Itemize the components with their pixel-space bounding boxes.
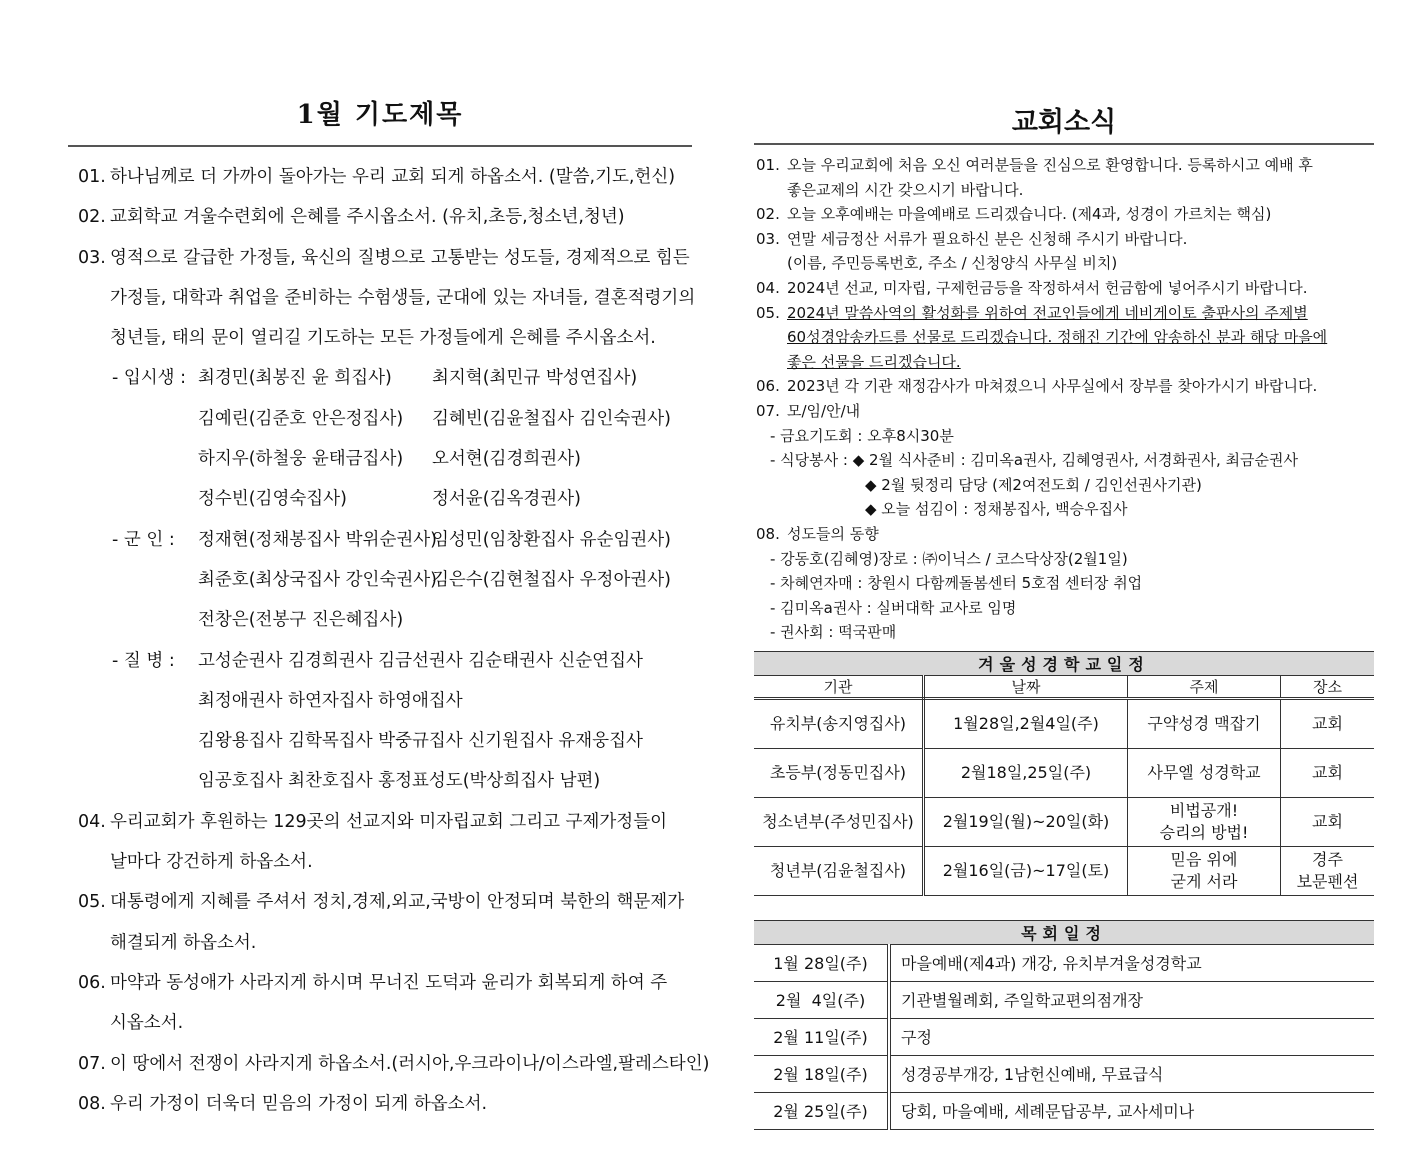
news-07-sub: ◆ 2월 뒷정리 담당 (제2여전도회 / 김인선권사기관)	[865, 475, 1202, 494]
prayer-item-03-line3: 청년들, 태의 문이 열리길 기도하는 모든 가정들에게 은혜를 주시옵소서.	[110, 328, 656, 349]
table-row: 2월 25일(주) 당회, 마을예배, 세례문답공부, 교사세미나	[754, 1092, 1374, 1129]
group-tag: - 군 인 :	[112, 529, 175, 550]
prayer-item-04-line2: 날마다 강건하게 하옵소서.	[110, 852, 313, 873]
news-07-sub: ◆ 오늘 섬김이 : 정채봉집사, 백승우집사	[865, 500, 1128, 519]
col-header: 기관	[754, 675, 924, 698]
news-list	[754, 153, 1374, 645]
news-07-sub: - 식당봉사 : ◆ 2월 식사준비 : 김미옥a권사, 김혜영권사, 서경화권사, 최금순권사	[770, 451, 1298, 470]
prayer-item-08: 08. 우리 가정이 더욱더 믿음의 가정이 되게 하옵소서.	[78, 1093, 488, 1114]
news-item-05-line3: 좋은 선물을 드리겠습니다.	[787, 352, 961, 371]
news-section	[754, 105, 1374, 1130]
table-row: 초등부(정동민집사) 2월18일,25일(주) 사무엘 성경학교 교회	[754, 748, 1374, 797]
prayer-list	[68, 157, 710, 1124]
ministry-schedule-title: 목회일정	[754, 920, 1374, 944]
name-line: 임공호집사 최찬호집사 홍정표성도(박상희집사 남편)	[198, 771, 601, 792]
col-header: 날짜	[924, 675, 1128, 698]
prayer-group-exam	[68, 358, 692, 519]
name-line: 김왕용집사 김학목집사 박중규집사 신기원집사 유재웅집사	[198, 731, 643, 752]
prayer-item-04: 04. 우리교회가 후원하는 129곳의 선교지와 미자립교회 그리고 구제가정들이	[78, 811, 668, 832]
prayer-item-06-line2: 시옵소서.	[110, 1013, 184, 1034]
winter-school-title: 겨울성경학교일정	[754, 651, 1374, 675]
table-row: 유치부(송지영집사) 1월28일,2월4일(주) 구약성경 맥잡기 교회	[754, 698, 1374, 748]
news-08-sub: - 차혜연자매 : 창원시 다함께돌봄센터 5호점 센터장 취업	[770, 574, 1143, 593]
name-row: 정수빈(김영숙집사) 정서윤(김옥경권사)	[198, 489, 581, 510]
ministry-schedule-table	[754, 920, 1374, 1130]
prayer-item-06: 06. 마약과 동성애가 사라지게 하시며 무너진 도덕과 윤리가 회복되게 하여 주	[78, 972, 668, 993]
col-header: 주제	[1128, 675, 1281, 698]
table-row: 청소년부(주성민집사) 2월19일(월)~20일(화) 비법공개! 승리의 방법! 교회	[754, 797, 1374, 846]
prayer-item-05: 05. 대통령에게 지혜를 주셔서 정치,경제,외교,국방이 안정되며 북한의 핵문제가	[78, 892, 685, 913]
group-tag: - 질 병 :	[112, 650, 175, 671]
news-item-07: 07. 모/임/안/내	[756, 401, 861, 420]
name-row: 최경민(최봉진 윤 희집사) 최지혁(최민규 박성연집사)	[198, 368, 638, 389]
table-row: 1월 28일(주) 마을예배(제4과) 개강, 유치부겨울성경학교	[754, 944, 1374, 981]
news-08-sub: - 김미옥a권사 : 실버대학 교사로 임명	[770, 598, 1017, 617]
table-row: 2월 11일(주) 구정	[754, 1018, 1374, 1055]
news-08-sub: - 강동호(김혜영)장로 : ㈜이닉스 / 코스닥상장(2월1일)	[770, 549, 1128, 568]
prayer-item-03: 03. 영적으로 갈급한 가정들, 육신의 질병으로 고통받는 성도들, 경제적으로 힘든	[78, 247, 690, 268]
name-row: 하지우(하철웅 윤태금집사) 오서현(김경희권사)	[198, 449, 581, 470]
news-item-01-line2: 좋은교제의 시간 갖으시기 바랍니다.	[787, 180, 1024, 199]
name-line: 최정애권사 하연자집사 하영애집사	[198, 690, 463, 711]
prayer-title: 1월 기도제목	[68, 95, 692, 147]
name-row: 정재현(정채봉집사 박위순권사) 임성민(임창환집사 유순임권사)	[198, 529, 671, 550]
winter-school-table	[754, 651, 1374, 896]
table-row: 청년부(김윤철집사) 2월16일(금)~17일(토) 믿음 위에 굳게 서라 경주 보문펜션	[754, 846, 1374, 895]
news-item-05-line2: 60성경암송카드를 선물로 드리겠습니다. 정해진 기간에 암송하신 분과 해당 마을에	[787, 328, 1328, 347]
prayer-item-03-line2: 가정들, 대학과 취업을 준비하는 수험생들, 군대에 있는 자녀들, 결혼적령기의	[110, 287, 696, 308]
news-item-06: 06. 2023년 각 기관 재정감사가 마쳐졌으니 사무실에서 장부를 찾아가시기 바랍니다.	[756, 377, 1318, 396]
news-07-sub: - 금요기도회 : 오후8시30분	[770, 426, 954, 445]
prayer-section	[68, 95, 710, 1124]
prayer-item-07: 07. 이 땅에서 전쟁이 사라지게 하옵소서.(러시아,우크라이나/이스라엘,팔레스타인)	[78, 1053, 710, 1074]
name-row: 전창은(전봉구 진은혜집사)	[198, 610, 404, 631]
table-row: 2월 18일(주) 성경공부개강, 1남헌신예배, 무료급식	[754, 1055, 1374, 1092]
news-item-08: 08. 성도들의 동향	[756, 524, 879, 543]
news-item-03: 03. 연말 세금정산 서류가 필요하신 분은 신청해 주시기 바랍니다.	[756, 229, 1188, 248]
news-item-03-line2: (이름, 주민등록번호, 주소 / 신청양식 사무실 비치)	[787, 254, 1118, 273]
prayer-group-illness	[68, 641, 692, 802]
prayer-item-05-line2: 해결되게 하옵소서.	[110, 932, 257, 953]
news-item-01: 01. 오늘 우리교회에 처음 오신 여러분들을 진심으로 환영합니다. 등록하시고 예배 후	[756, 156, 1313, 174]
group-tag: - 입시생 :	[112, 368, 187, 389]
prayer-item-01: 01. 하나님께로 더 가까이 돌아가는 우리 교회 되게 하옵소서. (말씀,기도,헌신)	[78, 167, 676, 187]
table-row: 2월 4일(주) 기관별월례회, 주일학교편의점개장	[754, 981, 1374, 1018]
news-item-04: 04. 2024년 선교, 미자립, 구제헌금등을 작정하셔서 헌금함에 넣어주시기 바랍니다.	[756, 278, 1308, 297]
name-row: 김예린(김준호 안은정집사) 김혜빈(김윤철집사 김인숙권사)	[198, 408, 671, 429]
col-header: 장소	[1281, 675, 1375, 698]
news-title: 교회소식	[754, 105, 1374, 145]
prayer-item-02: 02. 교회학교 겨울수련회에 은혜를 주시옵소서. (유치,초등,청소년,청년)	[78, 207, 625, 228]
news-08-sub: - 권사회 : 떡국판매	[770, 623, 897, 642]
news-item-05: 05. 2024년 말씀사역의 활성화를 위하여 전교인들에게 네비게이토 출판사의 주제별	[756, 303, 1308, 322]
name-row: 최준호(최상국집사 강인숙권사) 김은수(김현철집사 우정아권사)	[198, 569, 671, 590]
name-line: 고성순권사 김경희권사 김금선권사 김순태권사 신순연집사	[198, 650, 643, 671]
news-item-02: 02. 오늘 오후예배는 마을예배로 드리겠습니다. (제4과, 성경이 가르치는 핵심)	[756, 205, 1272, 224]
prayer-group-military	[68, 520, 692, 641]
